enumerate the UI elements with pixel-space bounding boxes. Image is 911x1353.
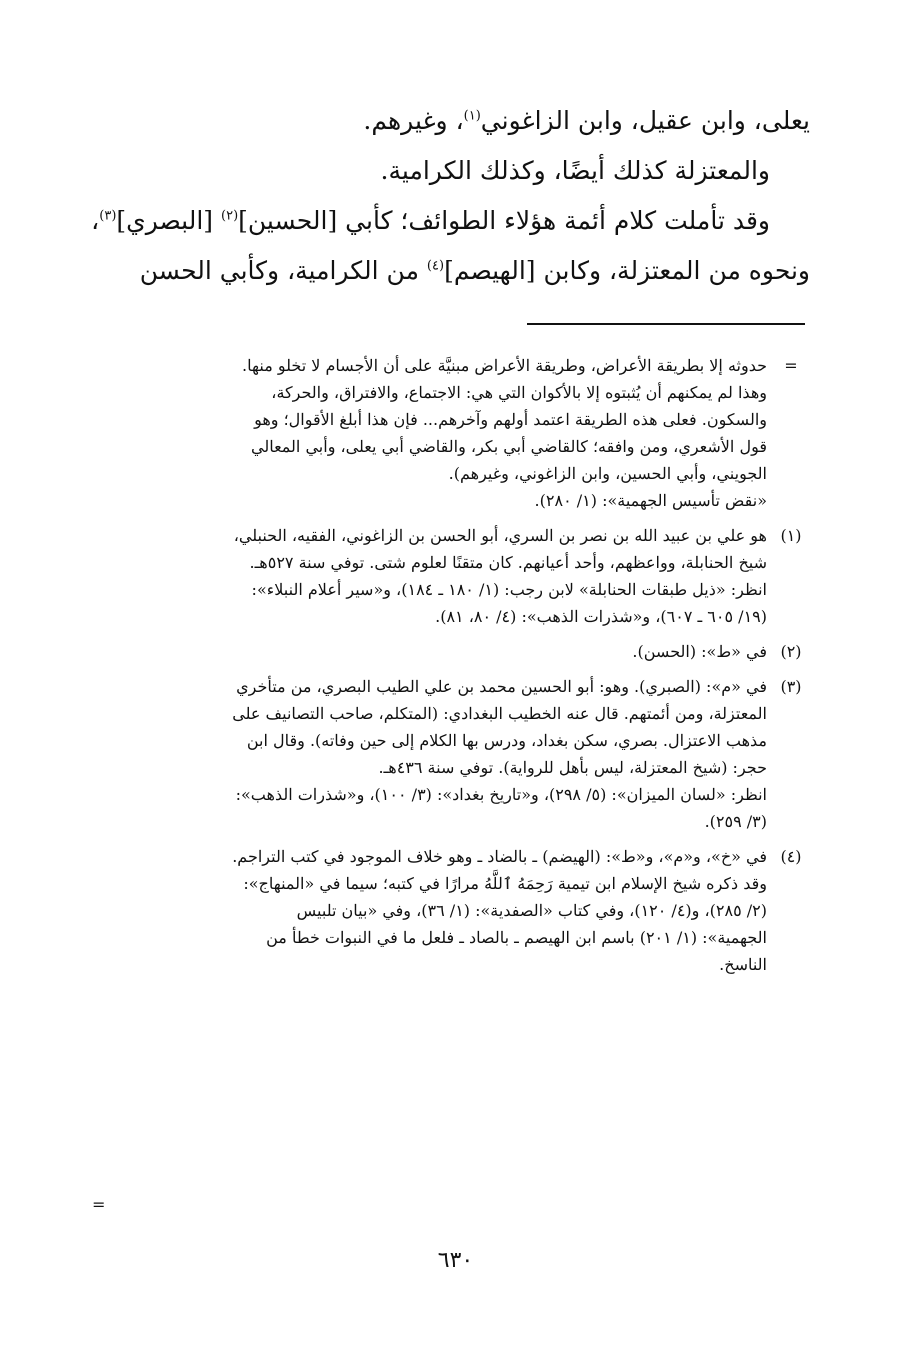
footnote-number: (٤) (780, 847, 802, 866)
footnote-line: المعتزلة، ومن أئمتهم. قال عنه الخطيب البغدادي: (المتكلم، صاحب التصانيف على (232, 704, 767, 723)
footnote-line: (٣/ ٢٥٩). (704, 812, 767, 831)
footnote-line: والسكون. فعلى هذه الطريقة اعتمد أولهم وآخرهم... فإن هذا أبلغ الأقوال؛ وهو (254, 410, 767, 429)
footnote-line: حجر: (شيخ المعتزلة، ليس بأهل للرواية). توفي سنة ٤٣٦هـ. (378, 758, 767, 777)
footnote-line: قول الأشعري، ومن وافقه؛ كالقاضي أبي بكر، والقاضي أبي يعلى، وأبي المعالي (251, 437, 767, 456)
footnote-3 (90, 673, 815, 835)
footnote-line: هو علي بن عبيد الله بن نصر بن السري، أبو الحسن بن الزاغوني، الفقيه، الحنبلي، (233, 526, 767, 545)
footnote-4 (90, 843, 815, 978)
footnote-separator (527, 323, 805, 325)
footnote-line: انظر: «ذيل طبقات الحنابلة» لابن رجب: (١/ ١٨٠ ـ ١٨٤)، و«سير أعلام النبلاء»: (251, 580, 767, 599)
footnote-ref-4[interactable]: (٤) (426, 258, 445, 274)
footnote-number: (١) (780, 526, 802, 545)
continuation-marker: = (784, 356, 798, 375)
main-line-4: ونحوه من المعتزلة، وكابن [الهيصم]$^{(٤)}$ من الكرامية، وكأبي الحسن (139, 256, 810, 285)
footnote-line: الجهمية»: (١/ ٢٠١) باسم ابن الهيصم ـ بالصاد ـ فلعل ما في النبوات خطأ من (266, 928, 767, 947)
footnote-line: وهذا لم يمكنهم أن يُثبتوه إلا بالأكوان التي هي: الاجتماع، والافتراق، والحركة، (271, 383, 767, 402)
footnote-number: (٢) (780, 642, 802, 661)
footnote-ref-1[interactable]: (١) (463, 108, 481, 124)
footnote-ref-3[interactable]: (٣) (99, 208, 117, 224)
footnote-line: وقد ذكره شيخ الإسلام ابن تيمية رَحِمَهُ ٱللَّهُ مرارًا في كتبه؛ سيما في «المنهاج»: (243, 874, 767, 893)
footnote-line: الجويني، وأبي الحسين، وابن الزاغوني، وغيرهم). (448, 464, 767, 483)
continuation-end-marker: = (92, 1195, 106, 1214)
footnote-number: (٣) (780, 677, 802, 696)
footnote-line: شيخ الحنابلة، وواعظهم، وأحد أعيانهم. كان متقنًا لعلوم شتى. توفي سنة ٥٢٧هـ. (249, 553, 767, 572)
main-line-1: يعلى، وابن عقيل، وابن الزاغوني$^{(١)}$، وغيرهم. (363, 106, 810, 135)
footnote-line: حدوثه إلا بطريقة الأعراض، وطريقة الأعراض مبنيَّة على أن الأجسام لا تخلو منها. (242, 356, 767, 375)
footnote-line: (١٩/ ٦٠٥ ـ ٦٠٧)، و«شذرات الذهب»: (٤/ ٨٠، ٨١). (435, 607, 767, 626)
footnote-line: في «ط»: (الحسن). (632, 642, 767, 661)
footnote-line: الناسخ. (719, 955, 767, 974)
footnote-ref-2[interactable]: (٢) (221, 208, 239, 224)
main-line-3: وقد تأملت كلام أئمة هؤلاء الطوائف؛ كأبي [الحسين]$^{(٢)}$ [البصري]$^{(٣)}$، (91, 206, 770, 235)
footnote-line: انظر: «لسان الميزان»: (٥/ ٢٩٨)، و«تاريخ بغداد»: (٣/ ١٠٠)، و«شذرات الذهب»: (235, 785, 767, 804)
footnote-line: (٢/ ٢٨٥)، و(٤/ ١٢٠)، وفي كتاب «الصفدية»: (١/ ٣٦)، وفي «بيان تلبيس (296, 901, 767, 920)
footnote-line: في «خ»، و«م»، و«ط»: (الهيضم) ـ بالضاد ـ وهو خلاف الموجود في كتب التراجم. (232, 847, 767, 866)
footnote-line: في «م»: (الصبري). وهو: أبو الحسين محمد بن علي الطيب البصري، من متأخري (236, 677, 767, 696)
footnote-line: «نقض تأسيس الجهمية»: (١/ ٢٨٠). (534, 491, 767, 510)
footnotes (90, 352, 815, 986)
main-line-2: والمعتزلة كذلك أيضًا، وكذلك الكرامية. (380, 156, 770, 185)
footnote-line: مذهب الاعتزال. بصري، سكن بغداد، ودرس بها الكلام إلى حين وفاته). وقال ابن (246, 731, 767, 750)
page-number: ٦٣٠ (437, 1248, 474, 1273)
footnote-1 (90, 522, 815, 630)
footnote-continuation (90, 352, 815, 514)
main-text (90, 96, 810, 296)
footnote-2 (90, 638, 815, 665)
